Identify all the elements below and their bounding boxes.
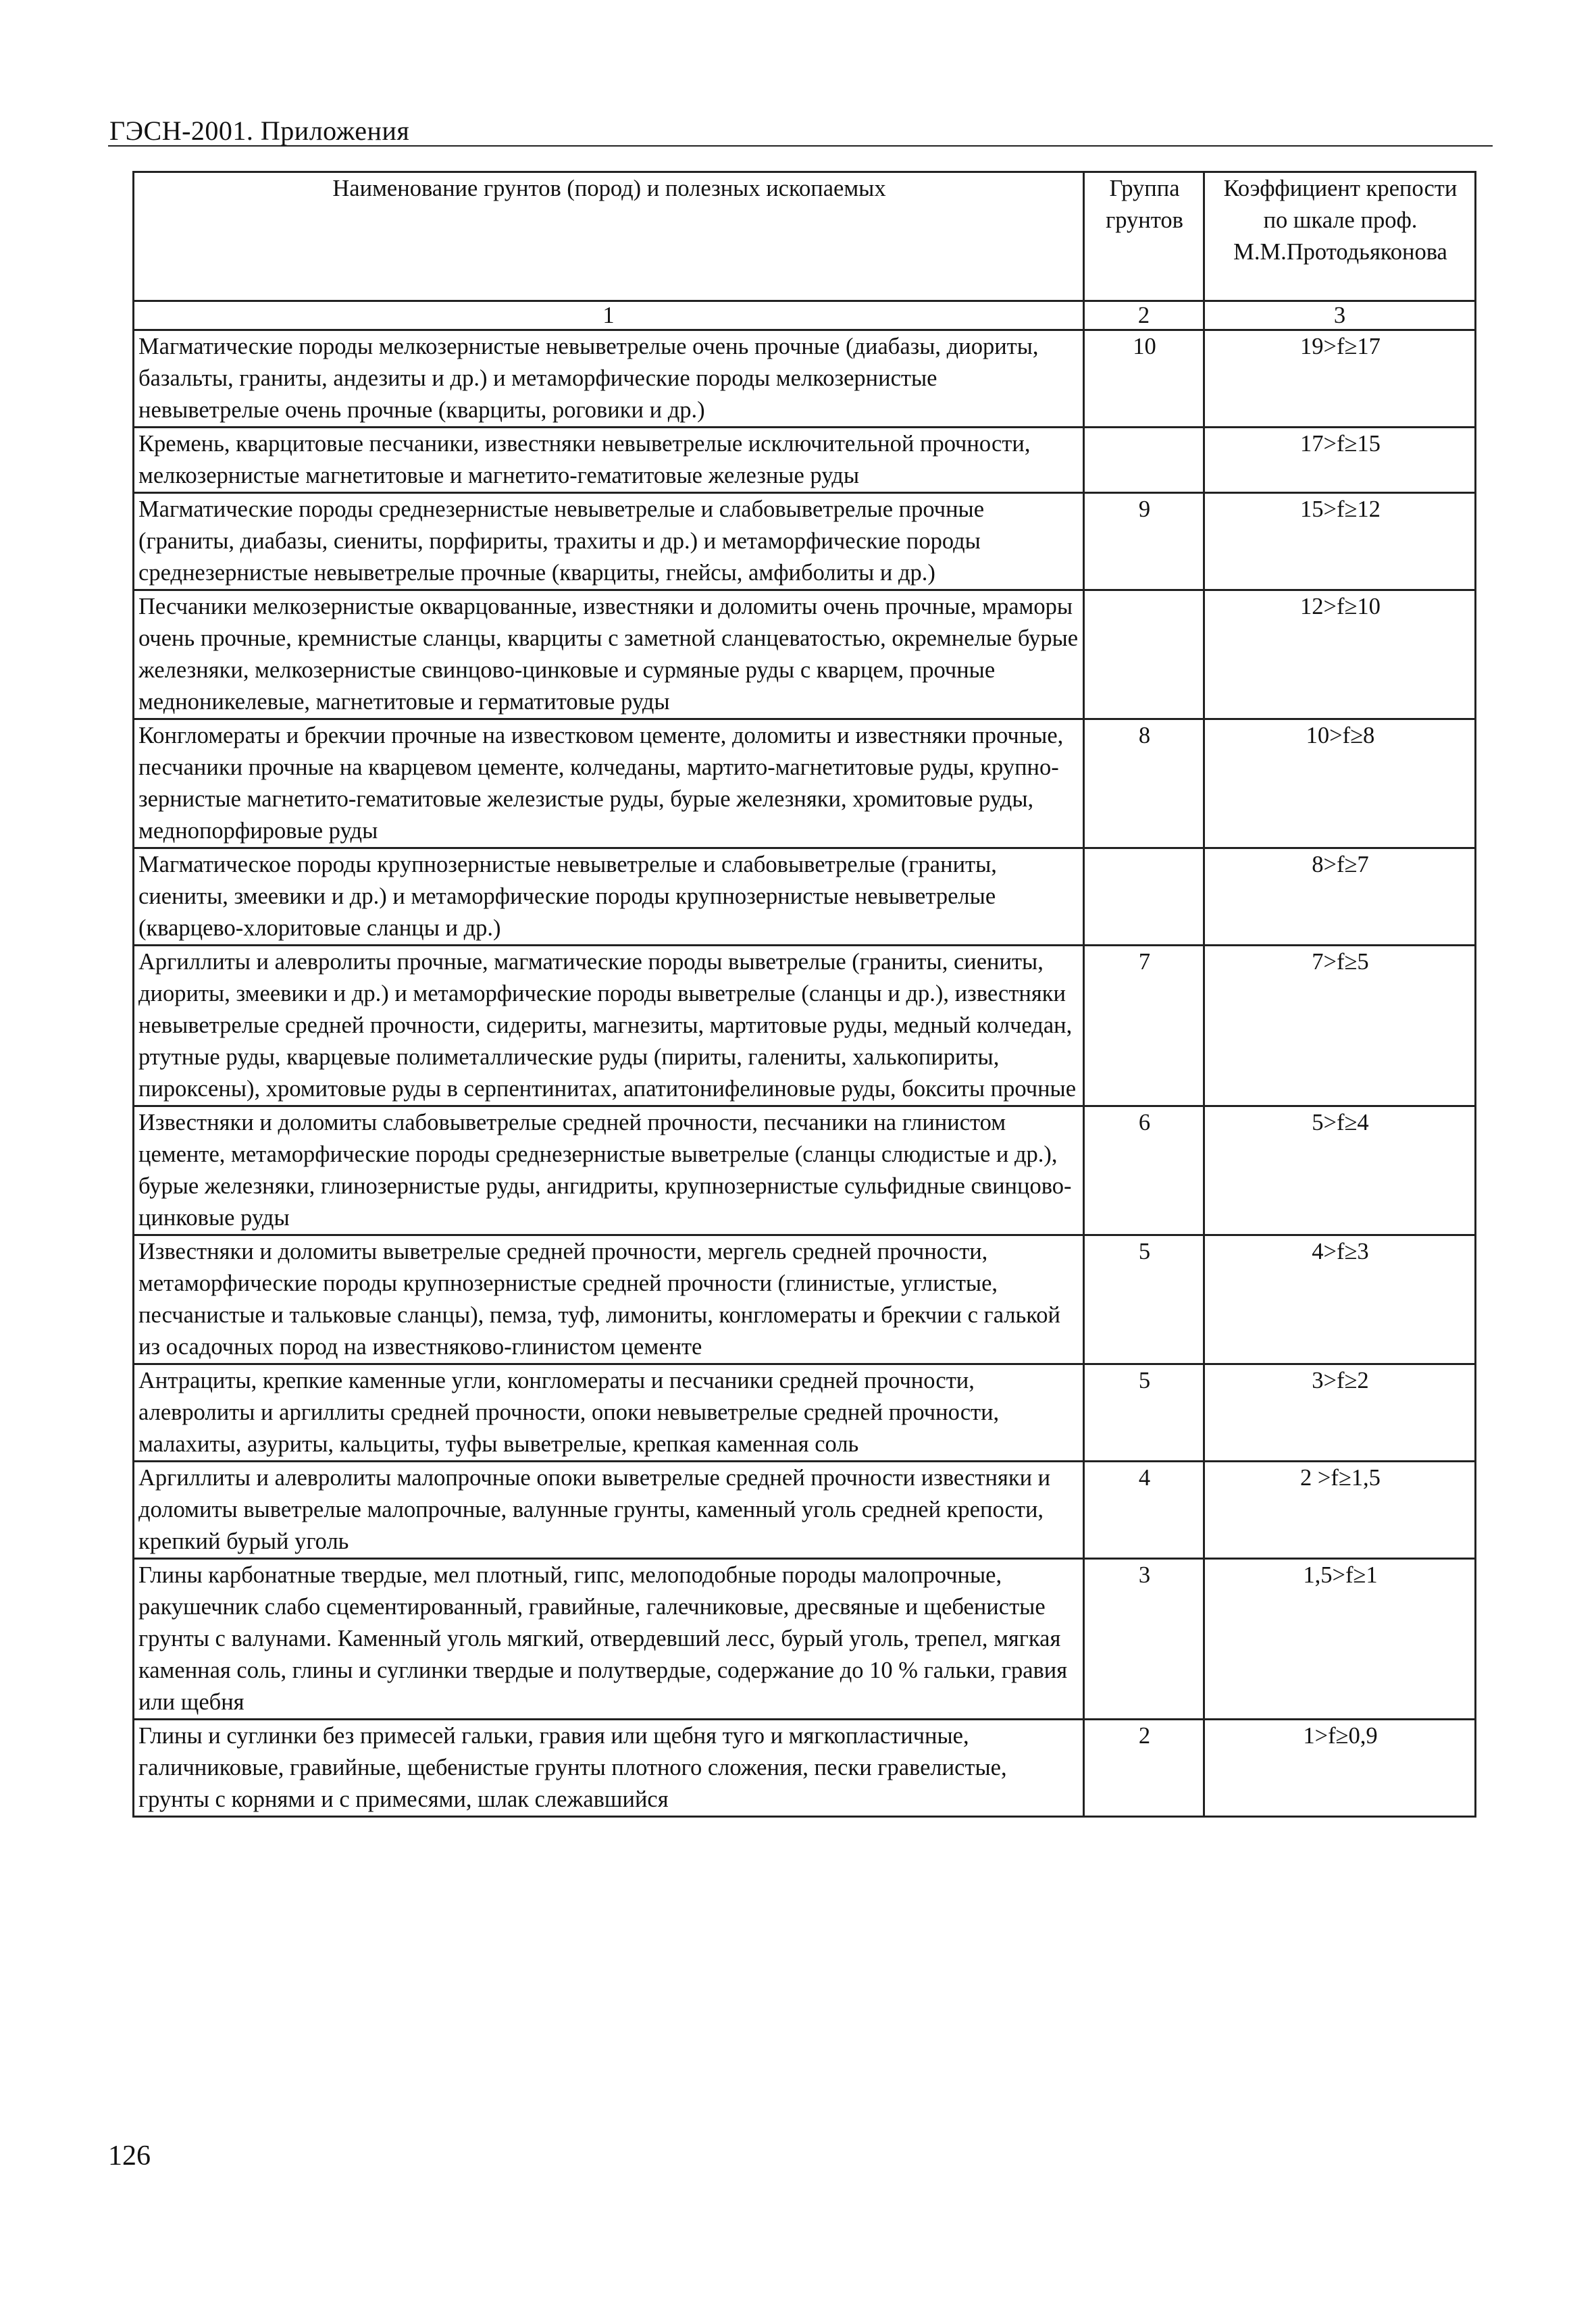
soil-group-cell: 7 xyxy=(1084,946,1204,1106)
column-number-2: 2 xyxy=(1084,301,1204,330)
strength-coefficient-cell: 4>f≥3 xyxy=(1204,1235,1476,1364)
table-row xyxy=(134,330,1476,428)
soil-group-cell xyxy=(1084,590,1204,719)
strength-coefficient-cell: 10>f≥8 xyxy=(1204,719,1476,848)
column-number-row xyxy=(134,301,1476,330)
strength-coefficient-cell: 19>f≥17 xyxy=(1204,330,1476,428)
column-header-coefficient: Коэффициент крепости по шкале проф. М.М.Протодьяконова xyxy=(1204,172,1476,301)
strength-coefficient-cell: 1>f≥0,9 xyxy=(1204,1720,1476,1817)
strength-coefficient-cell: 2 >f≥1,5 xyxy=(1204,1462,1476,1559)
column-number-1: 1 xyxy=(134,301,1084,330)
table-row xyxy=(134,848,1476,946)
soil-classification-table xyxy=(132,171,1476,1818)
strength-coefficient-cell: 17>f≥15 xyxy=(1204,428,1476,493)
table-row xyxy=(134,428,1476,493)
table-row xyxy=(134,1720,1476,1817)
soil-name-cell: Антрациты, крепкие каменные угли, конгломераты и песчаники средней прочности, алевролиты и аргиллиты средней прочности, опоки невыветрелые средней прочности, малахиты, азуриты, кальциты, туфы выветрелые, крепкая каменная соль xyxy=(134,1364,1084,1462)
soil-group-cell: 9 xyxy=(1084,493,1204,590)
table-row xyxy=(134,590,1476,719)
strength-coefficient-cell: 8>f≥7 xyxy=(1204,848,1476,946)
soil-name-cell: Глины карбонатные твердые, мел плотный, гипс, мелоподобные породы малопрочные, ракушечник слабо сцементированный, гравийные, галечниковые, дресвяные и щебенистые грунты с валунами. Каменный уголь мягкий, отвердевший лесс, бурый уголь, трепел, мягкая каменная соль, глины и суглинки твердые и полутвердые, содержание до 10 % гальки, гравия или щебня xyxy=(134,1559,1084,1720)
table-row xyxy=(134,1364,1476,1462)
page-header-title: ГЭСН-2001. Приложения xyxy=(109,115,410,146)
column-header-group: Группа грунтов xyxy=(1084,172,1204,301)
soil-group-cell: 5 xyxy=(1084,1364,1204,1462)
strength-coefficient-cell: 1,5>f≥1 xyxy=(1204,1559,1476,1720)
soil-group-cell: 2 xyxy=(1084,1720,1204,1817)
soil-group-cell: 6 xyxy=(1084,1106,1204,1235)
soil-name-cell: Глины и суглинки без примесей гальки, гравия или щебня туго и мягкопластичные, галичниковые, гравийные, щебенистые грунты плотного сложения, пески гравелистые, грунты с корнями и с примесями, шлак слежавшийся xyxy=(134,1720,1084,1817)
soil-name-cell: Магматические породы среднезернистые невыветрелые и слабовыветрелые прочные (граниты, диабазы, сиениты, порфириты, трахиты и др.) и метаморфические породы среднезернистые невыветрелые прочные (кварциты, гнейсы, амфиболиты и др.) xyxy=(134,493,1084,590)
header-divider xyxy=(108,145,1493,147)
column-number-3: 3 xyxy=(1204,301,1476,330)
strength-coefficient-cell: 5>f≥4 xyxy=(1204,1106,1476,1235)
table-row xyxy=(134,493,1476,590)
soil-group-cell: 8 xyxy=(1084,719,1204,848)
soil-group-cell: 5 xyxy=(1084,1235,1204,1364)
table-row xyxy=(134,946,1476,1106)
table-row xyxy=(134,1106,1476,1235)
soil-name-cell: Магматическое породы крупнозернистые невыветрелые и слабовыветрелые (граниты, сиениты, змеевики и др.) и метаморфические породы крупнозернистые невыветрелые (кварцево-хлоритовые сланцы и др.) xyxy=(134,848,1084,946)
strength-coefficient-cell: 7>f≥5 xyxy=(1204,946,1476,1106)
table-row xyxy=(134,1235,1476,1364)
soil-name-cell: Известняки и доломиты слабовыветрелые средней прочности, песчаники на глинистом цементе, метаморфические породы среднезернистые выветрелые (сланцы слюдистые и др.), бурые железняки, глинозернистые руды, ангидриты, крупнозернистые сульфидные свинцово-цинковые руды xyxy=(134,1106,1084,1235)
table-row xyxy=(134,1559,1476,1720)
soil-group-cell: 4 xyxy=(1084,1462,1204,1559)
soil-name-cell: Песчаники мелкозернистые окварцованные, известняки и доломиты очень прочные, мраморы очень прочные, кремнистые сланцы, кварциты с заметной сланцеватостью, окремнелые бурые железняки, мелкозернистые свинцово-цинковые и сурмяные руды с кварцем, прочные медноникелевые, магнетитовые и герматитовые руды xyxy=(134,590,1084,719)
strength-coefficient-cell: 3>f≥2 xyxy=(1204,1364,1476,1462)
soil-group-cell: 3 xyxy=(1084,1559,1204,1720)
soil-name-cell: Известняки и доломиты выветрелые средней прочности, мергель средней прочности, метаморфические породы крупнозернистые средней прочности (глинистые, углистые, песчанистые и тальковые сланцы), пемза, туф, лимониты, конгломераты и брекчии с галькой из осадочных пород на известняково-глинистом цементе xyxy=(134,1235,1084,1364)
soil-name-cell: Кремень, кварцитовые песчаники, известняки невыветрелые исключительной прочности, мелкозернистые магнетитовые и магнетито-гематитовые железные руды xyxy=(134,428,1084,493)
strength-coefficient-cell: 12>f≥10 xyxy=(1204,590,1476,719)
table-row xyxy=(134,1462,1476,1559)
column-header-name: Наименование грунтов (пород) и полезных ископаемых xyxy=(134,172,1084,301)
soil-name-cell: Конгломераты и брекчии прочные на известковом цементе, доломиты и известняки прочные, песчаники прочные на кварцевом цементе, колчеданы, мартито-магнетитовые руды, крупно-зернистые магнетито-гематитовые железистые руды, бурые железняки, хромитовые руды, меднопорфировые руды xyxy=(134,719,1084,848)
soil-name-cell: Магматические породы мелкозернистые невыветрелые очень прочные (диабазы, диориты, базальты, граниты, андезиты и др.) и метаморфические породы мелкозернистые невыветрелые очень прочные (кварциты, роговики и др.) xyxy=(134,330,1084,428)
table-row xyxy=(134,719,1476,848)
soil-group-cell xyxy=(1084,848,1204,946)
soil-group-cell: 10 xyxy=(1084,330,1204,428)
strength-coefficient-cell: 15>f≥12 xyxy=(1204,493,1476,590)
page-number: 126 xyxy=(108,2140,151,2171)
table-header-row xyxy=(134,172,1476,301)
soil-group-cell xyxy=(1084,428,1204,493)
table-body xyxy=(134,330,1476,1817)
soil-name-cell: Аргиллиты и алевролиты малопрочные опоки выветрелые средней прочности известняки и доломиты выветрелые малопрочные, валунные грунты, каменный уголь средней крепости, крепкий бурый уголь xyxy=(134,1462,1084,1559)
soil-name-cell: Аргиллиты и алевролиты прочные, магматические породы выветрелые (граниты, сиениты, диориты, змеевики и др.) и метаморфические породы выветрелые (сланцы и др.), известняки невыветрелые средней прочности, сидериты, магнезиты, мартитовые руды, медный колчедан, ртутные руды, кварцевые полиметаллические руды (пириты, галениты, халькопириты, пироксены), хромитовые руды в серпентинитах, апатитонифелиновые руды, бокситы прочные xyxy=(134,946,1084,1106)
